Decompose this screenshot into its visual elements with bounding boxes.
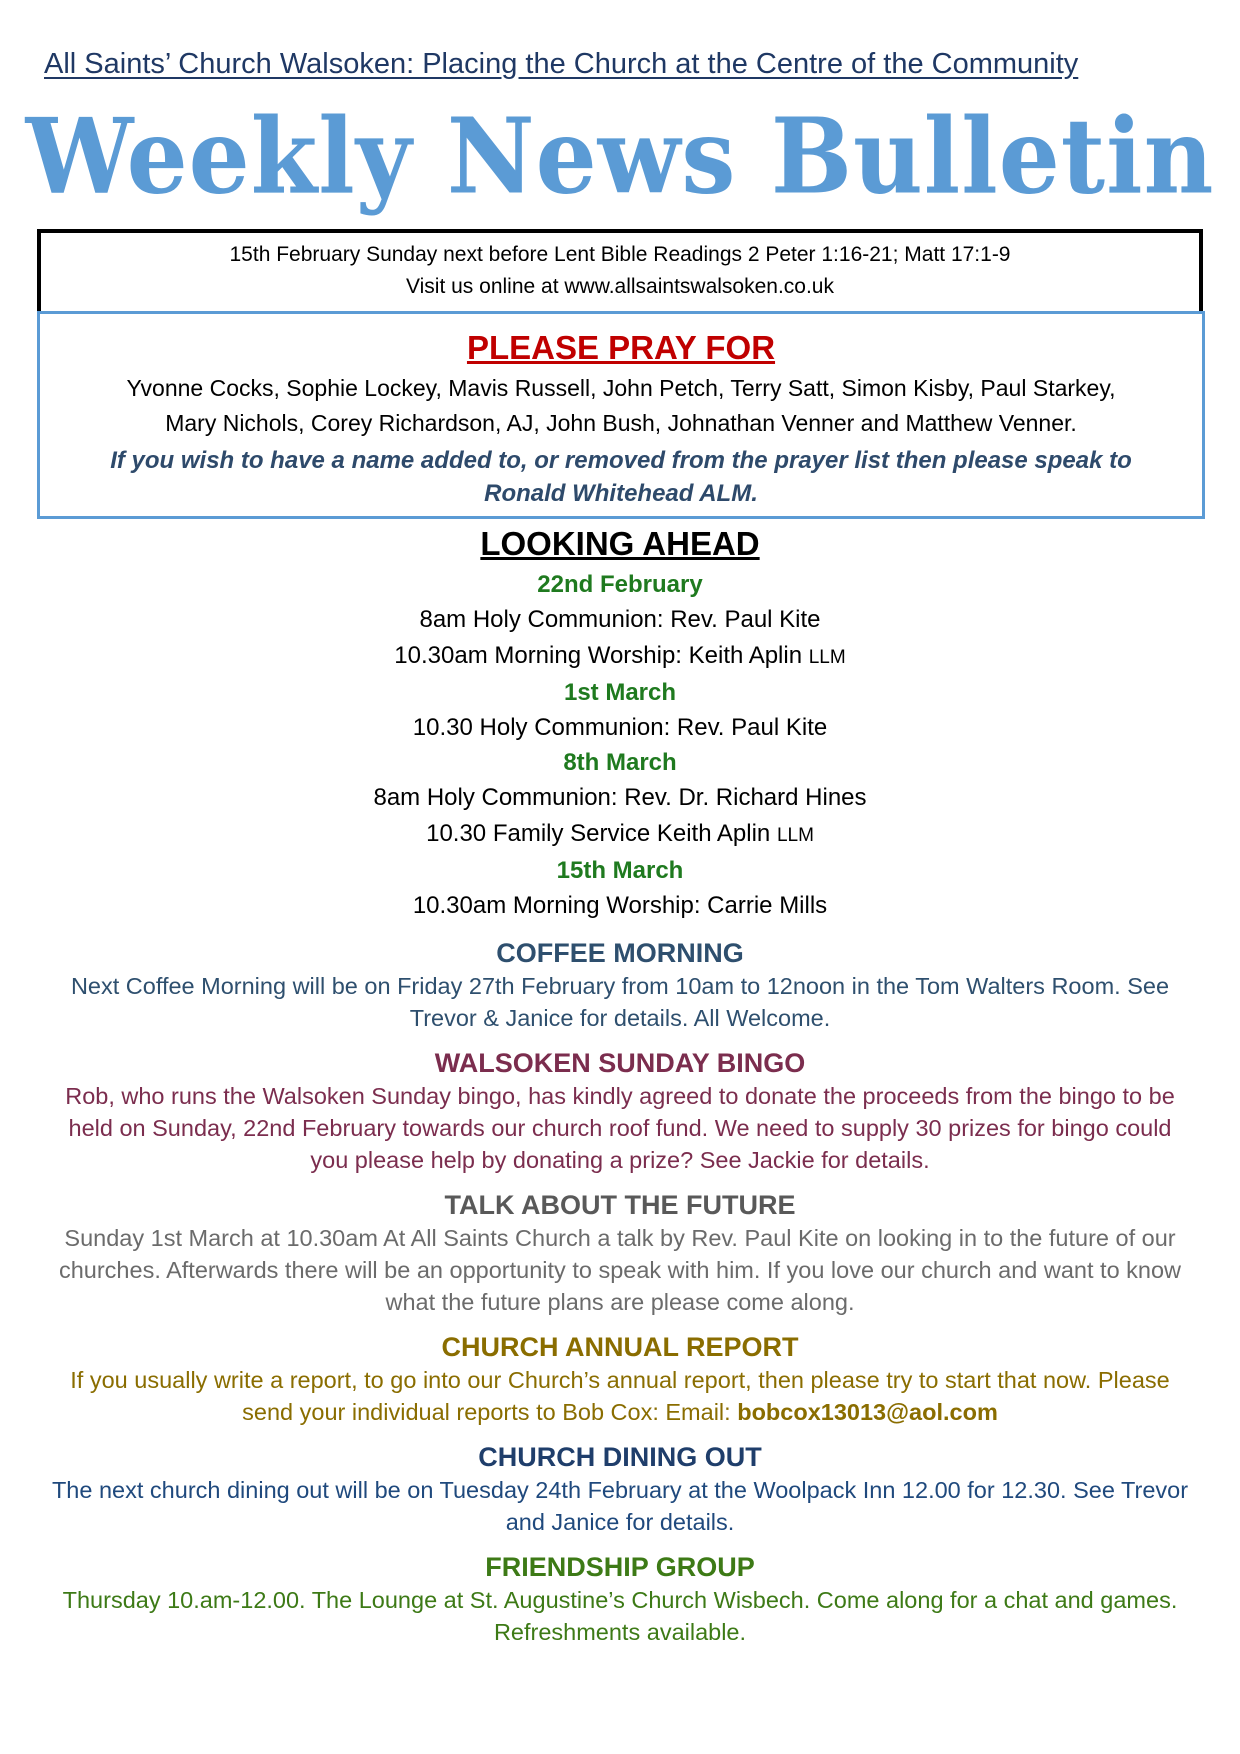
report-email: bobcox13013@aol.com [737,1399,998,1425]
website-line: Visit us online at www.allsaintswalsoken.co.uk [406,275,834,298]
prayer-names [40,371,1202,441]
service-suffix: LLM [776,825,814,846]
bingo-body: Rob, who runs the Walsoken Sunday bingo, has kindly agreed to donate the proceeds from the bingo to be held on Sunday, 22nd February towards our church roof fund. We need to supply 30 prizes for bingo could you please help by donating a prize? See Jackie for details. [65,1083,1175,1173]
service-item: 10.30 Holy Communion: Rev. Paul Kite [412,714,828,741]
friendship-body: Thursday 10.am-12.00. The Lounge at St. Augustine’s Church Wisbech. Come along for a chat and games. Refreshments available. [62,1587,1178,1645]
coffee-morning-body: Next Coffee Morning will be on Friday 27th February from 10am to 12noon in the Tom Walters Room. See Trevor & Janice for details. All Welcome. [70,973,1170,1031]
service-date: 1st March [563,679,677,706]
bulletin-title: Weekly News Bulletin [25,95,1215,218]
annual-report-heading: CHURCH ANNUAL REPORT [441,1332,799,1362]
service-item: 10.30am Morning Worship: Carrie Mills [412,892,828,919]
bulletin-content [40,522,1200,1648]
friendship-heading: FRIENDSHIP GROUP [485,1552,755,1582]
dining-out-body: The next church dining out will be on Tuesday 24th February at the Woolpack Inn 12.00 for 12.30. See Trevor and Janice for details. [51,1477,1189,1535]
service-text: 10.30 Family Service Keith Aplin [426,820,777,847]
service-date: 8th March [563,749,677,776]
annual-report-body [40,1364,1200,1428]
prayer-note: If you wish to have a name added to, or removed from the prayer list then please speak to Ronald Whitehead ALM. [110,447,1132,507]
service-item: 8am Holy Communion: Rev. Dr. Richard Hines [373,784,867,811]
page-tagline: All Saints’ Church Walsoken: Placing the Church at the Centre of the Community [44,48,1079,80]
prayer-heading: PLEASE PRAY FOR [466,329,776,366]
service-date: 22nd February [537,571,703,598]
readings-line: 15th February Sunday next before Lent Bible Readings 2 Peter 1:16-21; Matt 17:1-9 [229,243,1011,266]
coffee-morning-heading: COFFEE MORNING [496,938,744,968]
future-talk-body: Sunday 1st March at 10.30am At All Saints Church a talk by Rev. Paul Kite on looking in to the future of our churches. Afterwards there will be an opportunity to speak with him. If you love our church and want to know what the future plans are please come along. [58,1225,1182,1315]
prayer-list-box [37,311,1205,519]
service-info-box [37,229,1203,311]
future-talk-heading: TALK ABOUT THE FUTURE [444,1190,796,1220]
dining-out-heading: CHURCH DINING OUT [478,1442,762,1472]
annual-report-text: If you usually write a report, to go into our Church’s annual report, then please try to start that now. Please send your individual reports to Bob Cox: Email: [70,1367,1170,1425]
prayer-names-line: Mary Nichols, Corey Richardson, AJ, John Bush, Johnathan Venner and Matthew Venner. [165,410,1077,436]
service-item [40,638,1200,676]
service-date: 15th March [556,857,684,884]
prayer-names-line: Yvonne Cocks, Sophie Lockey, Mavis Russell, John Petch, Terry Satt, Simon Kisby, Paul Starkey, [126,375,1116,401]
service-suffix: LLM [808,647,846,668]
service-text: 10.30am Morning Worship: Keith Aplin [394,642,809,669]
bingo-heading: WALSOKEN SUNDAY BINGO [434,1048,806,1078]
service-item [40,816,1200,854]
service-item: 8am Holy Communion: Rev. Paul Kite [419,606,821,633]
looking-ahead-heading: LOOKING AHEAD [480,525,760,562]
